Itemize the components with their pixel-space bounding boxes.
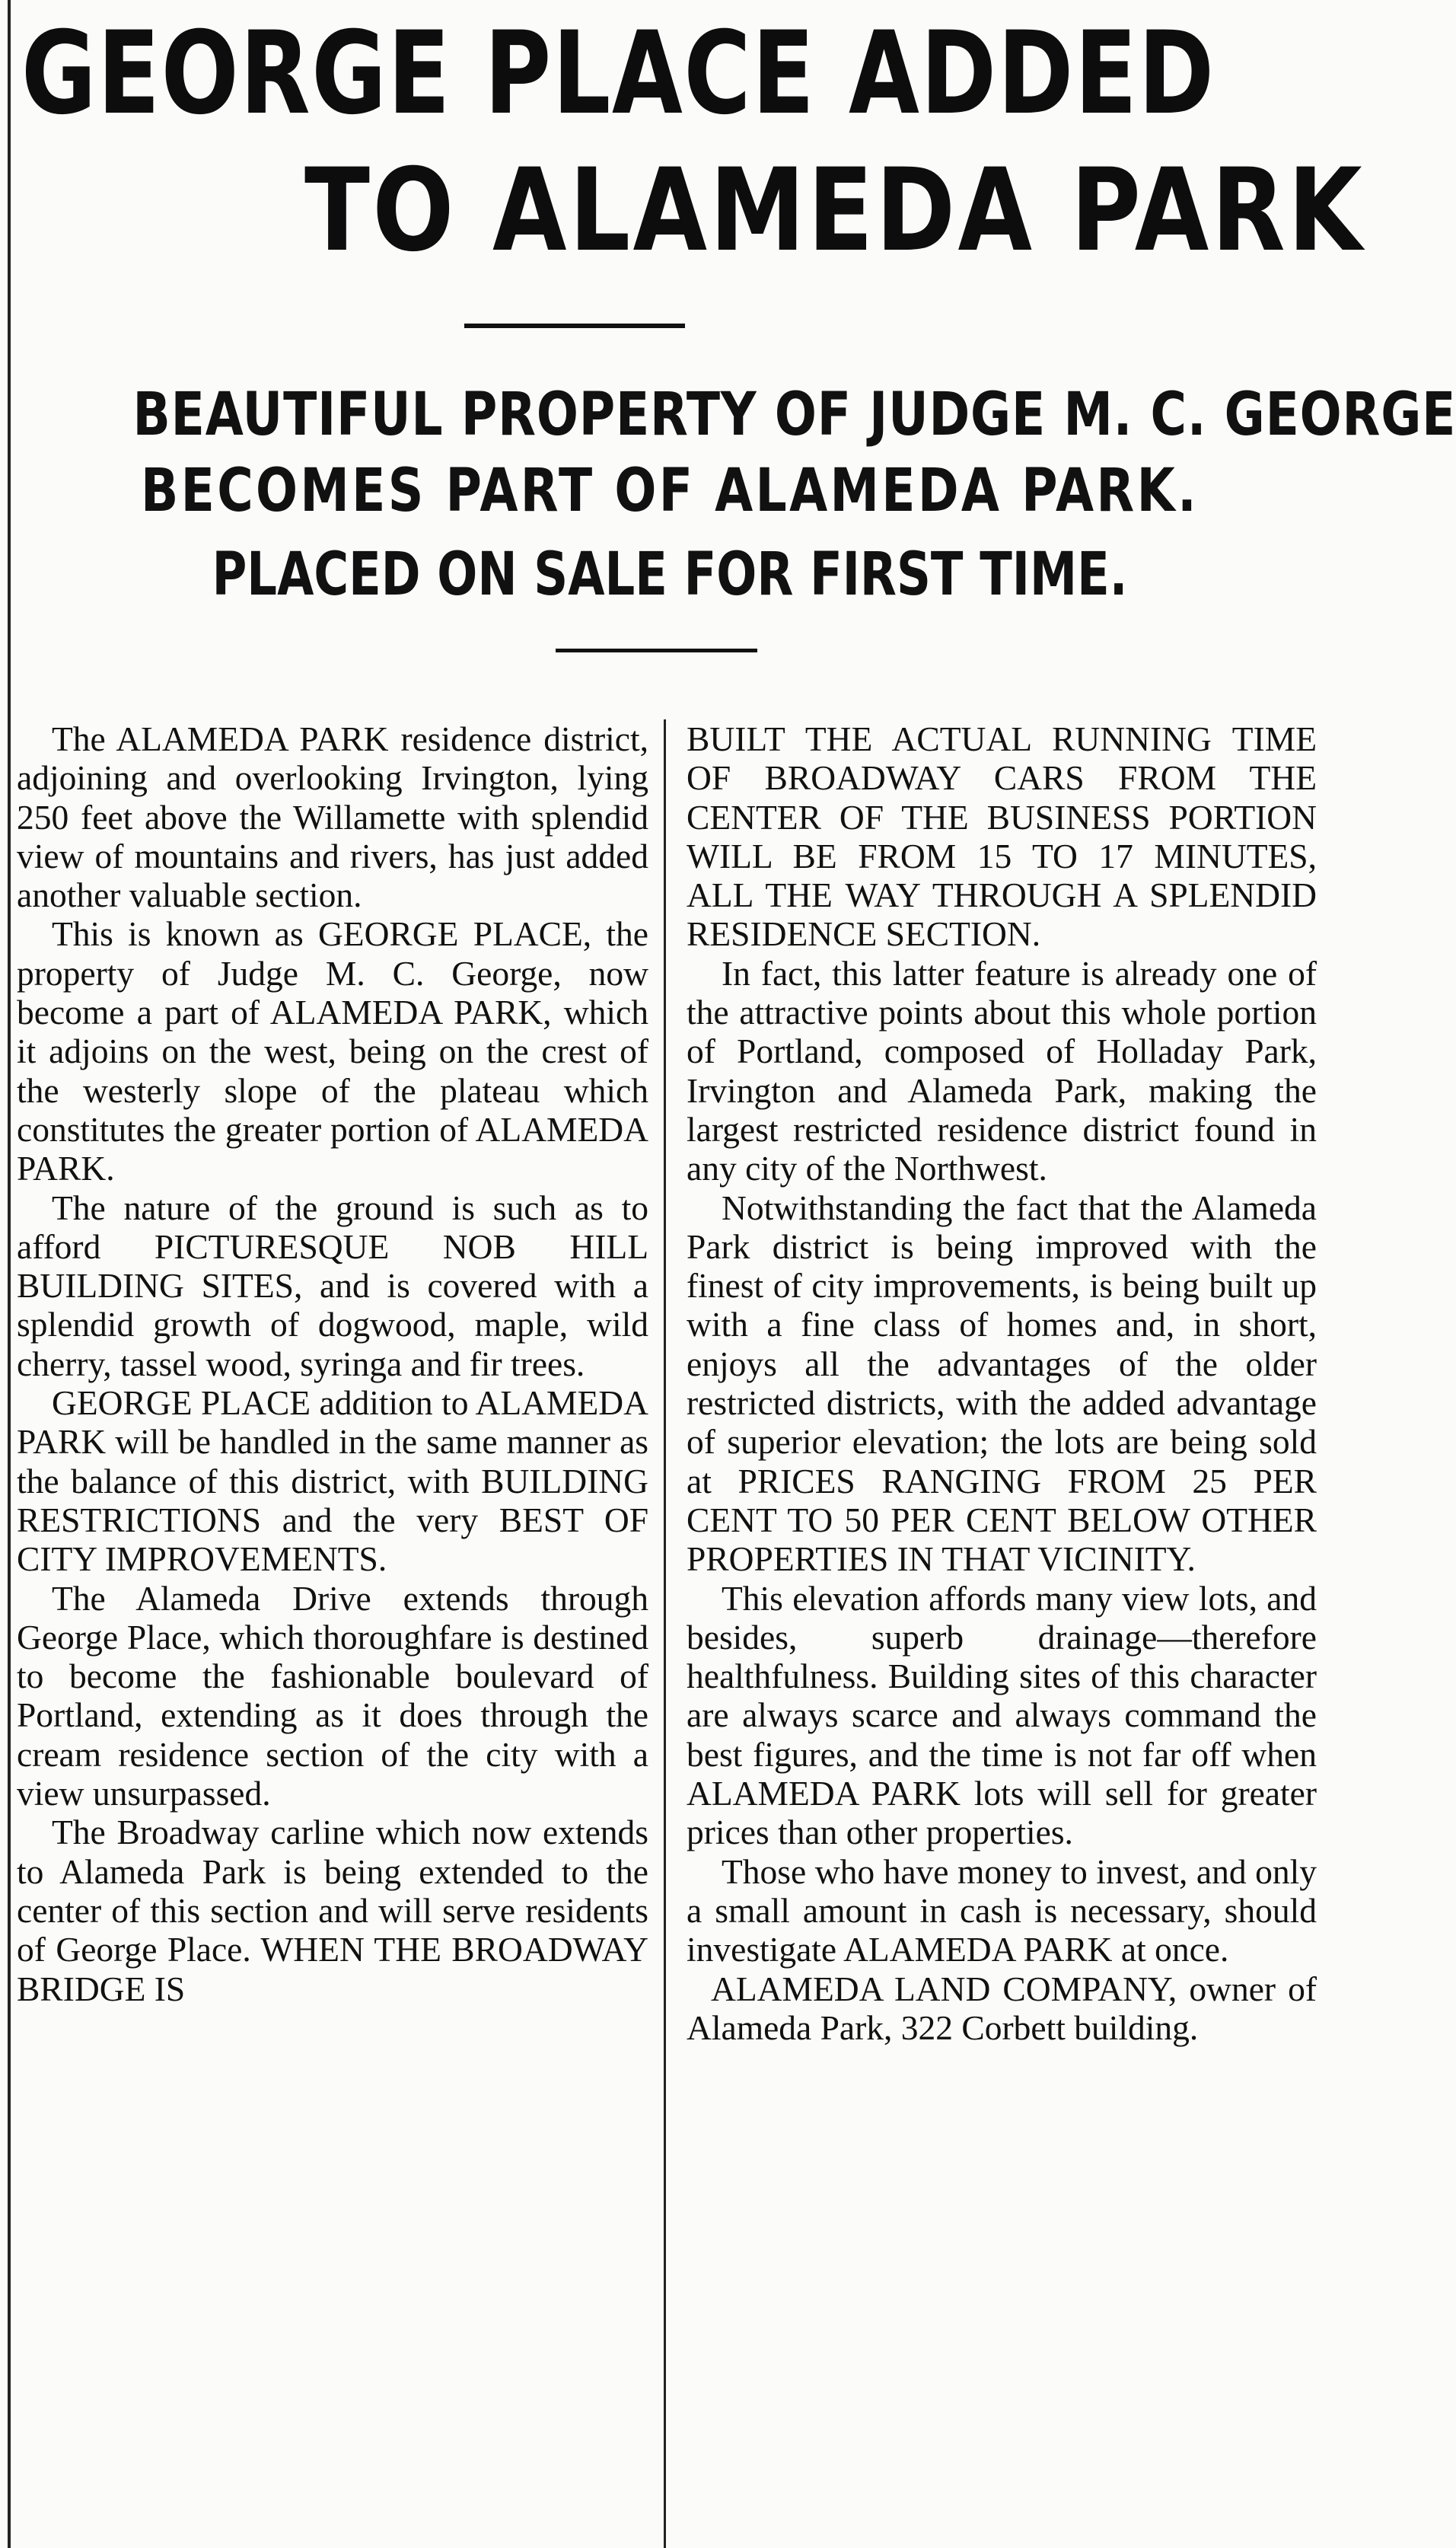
subheadline-line-3: PLACED ON SALE FOR FIRST TIME. xyxy=(212,541,1128,609)
subheadline-divider xyxy=(556,649,757,652)
page-left-border xyxy=(8,0,11,2548)
article-column-left xyxy=(17,719,648,2008)
article-paragraph: Notwithstanding the fact that the Alameda Park district is being improved with the finest of city improvements, is being built up with a fine class of homes and, in short, enjoys all the advantages of the older restricted districts, with the added advantage of superior elevation; the lots are being sold at PRICES RANGING FROM 25 PER CENT TO 50 PER CENT BELOW OTHER PROPERTIES IN THAT VICINITY. xyxy=(687,1188,1317,1579)
article-paragraph: GEORGE PLACE addition to ALAMEDA PARK will be handled in the same manner as the balance of this district, with BUILDING RESTRICTIONS and the very BEST OF CITY IMPROVEMENTS. xyxy=(17,1383,648,1579)
headline-divider xyxy=(464,324,685,328)
article-signature: ALAMEDA LAND COMPANY, owner of Alameda Park, 322 Corbett building. xyxy=(687,1969,1317,2047)
article-column-right xyxy=(687,719,1317,2047)
article-paragraph: This elevation affords many view lots, and besides, superb drainage—therefore healthfulness. Building sites of this character are always scarce and always command the best figures, and the time is not far off when ALAMEDA PARK lots will sell for greater prices than other properties. xyxy=(687,1578,1317,1852)
column-divider xyxy=(664,719,666,2548)
headline-line-2: TO ALAMEDA PARK xyxy=(304,145,1365,277)
article-paragraph: The Alameda Drive extends through George Place, which thoroughfare is destined to become the fashionable boulevard of Portland, extending as it does through the cream residence section of the city with a view unsurpassed. xyxy=(17,1578,648,1813)
article-paragraph: Those who have money to invest, and only a small amount in cash is necessary, should investigate ALAMEDA PARK at once. xyxy=(687,1851,1317,1969)
article-paragraph: BUILT THE ACTUAL RUNNING TIME OF BROADWAY CARS FROM THE CENTER OF THE BUSINESS PORTION WILL BE FROM 15 TO 17 MINUTES, ALL THE WAY THROUGH A SPLENDID RESIDENCE SECTION. xyxy=(687,719,1317,954)
subheadline-line-1: BEAUTIFUL PROPERTY OF JUDGE M. C. GEORGE xyxy=(132,381,1456,449)
article-paragraph: The Broadway carline which now extends to Alameda Park is being extended to the center of this section and will serve residents of George Place. WHEN THE BROADWAY BRIDGE IS xyxy=(17,1813,648,2008)
subheadline-line-2: BECOMES PART OF ALAMEDA PARK. xyxy=(141,457,1199,525)
article-paragraph: The nature of the ground is such as to afford PICTURESQUE NOB HILL BUILDING SITES, and is covered with a splendid growth of dogwood, maple, wild cherry, tassel wood, syringa and fir trees. xyxy=(17,1188,648,1383)
article-paragraph: This is known as GEORGE PLACE, the property of Judge M. C. George, now become a part of ALAMEDA PARK, which it adjoins on the west, being on the crest of the westerly slope of the plateau which constitutes the greater portion of ALAMEDA PARK. xyxy=(17,914,648,1188)
article-paragraph: The ALAMEDA PARK residence district, adjoining and overlooking Irvington, lying 250 feet above the Willamette with splendid view of mountains and rivers, has just added another valuable section. xyxy=(17,719,648,915)
article-paragraph: In fact, this latter feature is already one of the attractive points about this whole portion of Portland, composed of Holladay Park, Irvington and Alameda Park, making the largest restricted residence district found in any city of the Northwest. xyxy=(687,953,1317,1188)
headline-line-1: GEORGE PLACE ADDED xyxy=(21,8,1215,140)
